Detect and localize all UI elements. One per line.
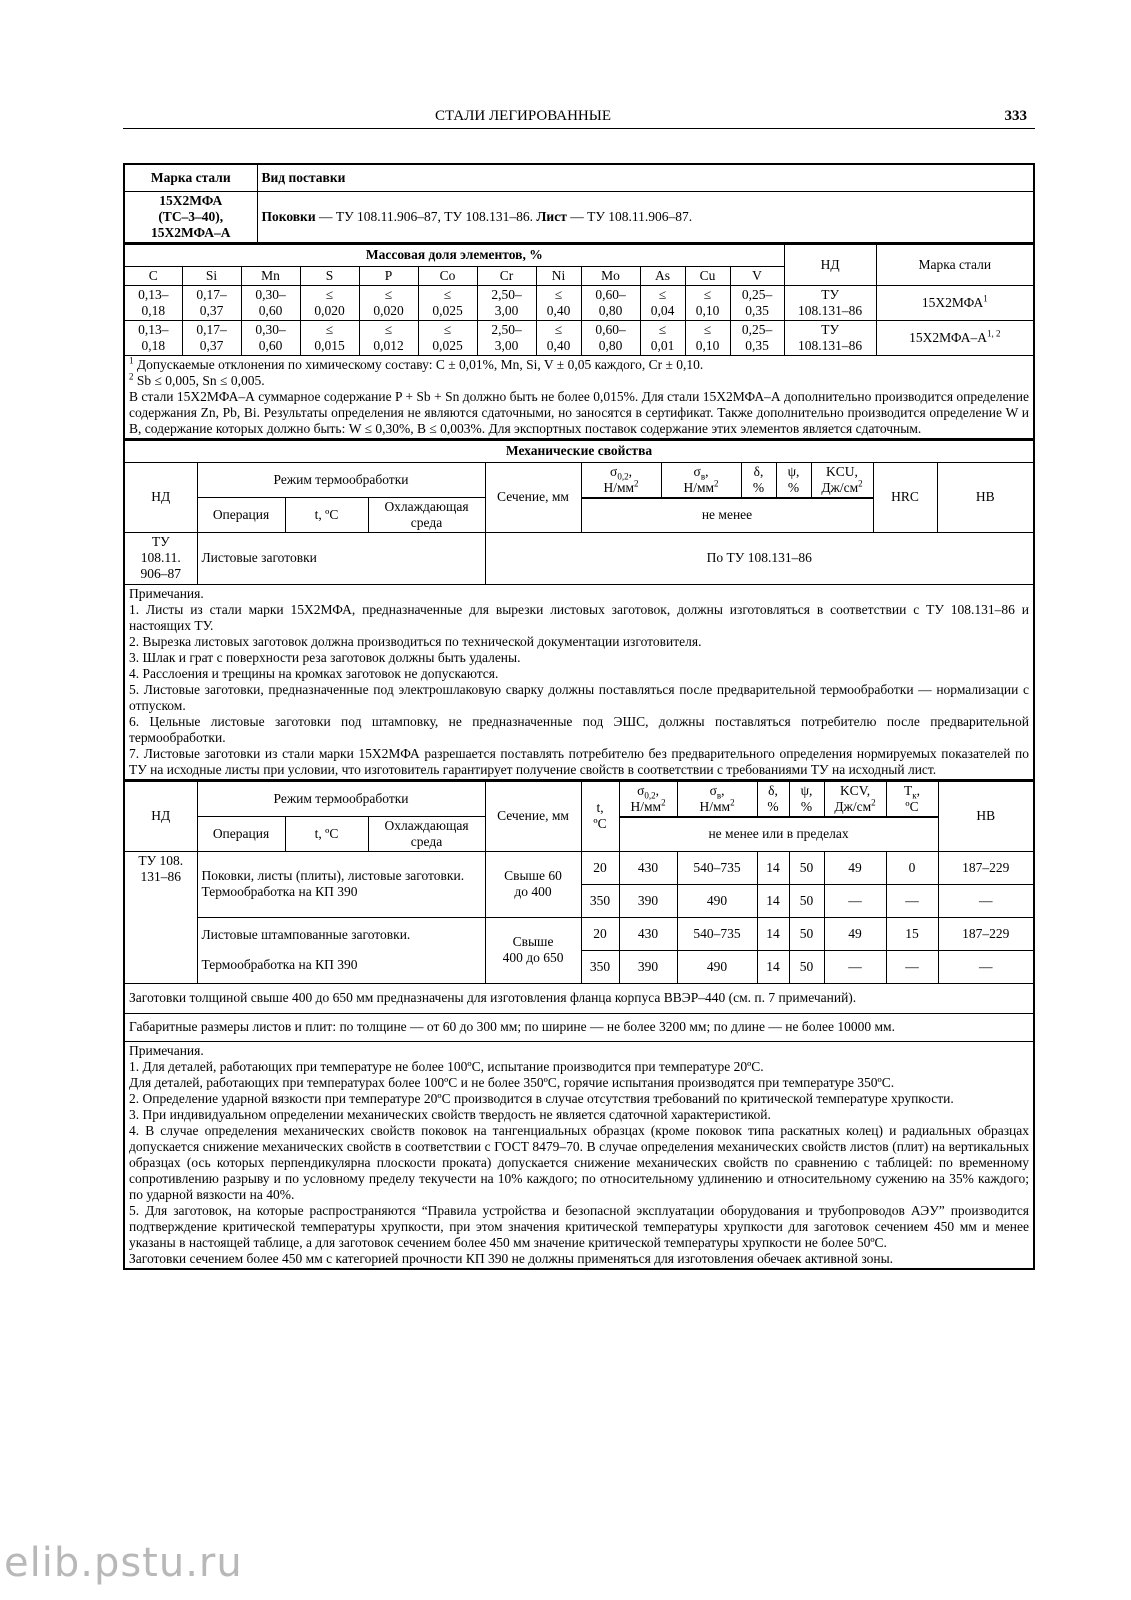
composition-cell: 2,50– 3,00	[477, 285, 536, 320]
mech-row-nd: ТУ 108.11. 906–87	[124, 532, 197, 584]
composition-cell: ≤ 0,10	[685, 285, 730, 320]
mech2-value-cell: —	[938, 884, 1034, 917]
composition-cell: 0,25– 0,35	[730, 320, 784, 355]
composition-cell: ≤ 0,020	[300, 285, 359, 320]
composition-cell: 0,30– 0,60	[241, 285, 300, 320]
mech2-value-cell: 49	[824, 917, 886, 950]
mech-delta-header: δ, %	[741, 462, 776, 497]
composition-cell: 0,17– 0,37	[182, 320, 241, 355]
notes-1-item: 5. Листовые заготовки, предназначенные под электрошлаковую сварку должны поставляться после предварительной термообработки — нормализации с отпуском.	[129, 681, 1029, 713]
notes-2-item: Для деталей, работающих при температурах более 100ºС и не более 350ºС, горячие испытания производятся при температуре 350ºС.	[129, 1074, 895, 1090]
notes-2-item: 1. Для деталей, работающих при температуре не более 100ºС, испытание производится при температуре 20ºС.	[129, 1058, 764, 1074]
composition-cell: ≤ 0,01	[640, 320, 685, 355]
composition-cell: ≤ 0,015	[300, 320, 359, 355]
mech2-value-cell: 490	[677, 884, 757, 917]
mech-row-operation: Листовые заготовки	[197, 532, 485, 584]
mech2-cooling-header: Охлаждающая среда	[368, 816, 485, 851]
composition-cell: ≤ 0,020	[359, 285, 418, 320]
mech2-value-cell: 50	[789, 884, 824, 917]
notes-1-item: 7. Листовые заготовки из стали марки 15Х2МФА разрешается поставлять потребителю без предварительного определения нормируемых показателей по ТУ на исходные листы при условии, что изготовитель гарантирует получение свойств в соответствии с требованиями ТУ на исходный лист.	[129, 745, 1029, 777]
element-header: Mn	[241, 266, 300, 285]
composition-cell: 0,60– 0,80	[581, 320, 640, 355]
composition-row	[124, 320, 1034, 355]
composition-note: В стали 15Х2МФА–А суммарное содержание P + Sb + Sn должно быть не более 0,015%. Для стали 15Х2МФА–А дополнительно производится определение содержания Zn, Pb, Bi. Результаты определения не являются сдаточными, но заносятся в сертификат. Также дополнительно производится определение W и B, содержание которых должно быть: W ≤ 0,30%, B ≤ 0,003%. Для экспортных поставок содержание этих элементов является сдаточным.	[129, 388, 1029, 436]
grade-label: Марка стали	[124, 164, 257, 191]
element-header: As	[640, 266, 685, 285]
mech2-value-cell: 540–735	[677, 851, 757, 884]
supply-sheet-spec: — ТУ 108.11.906–87.	[566, 208, 693, 224]
mech-sigma02-header: $\sigma_{0,2}$, $Н/мм^2$	[581, 462, 661, 497]
composition-cell: 0,60– 0,80	[581, 285, 640, 320]
composition-title: Массовая доля элементов, %	[124, 244, 784, 266]
mech-psi-header: ψ, %	[776, 462, 811, 497]
notes-2-title: Примечания.	[129, 1042, 204, 1058]
notes-1-item: 1. Листы из стали марки 15Х2МФА, предназначенные для вырезки листовых заготовок, должны изготовляться в соответствии с ТУ 108.131–86 и настоящих ТУ.	[129, 601, 1029, 633]
composition-nd-header: НД	[784, 244, 876, 285]
mech2-value-cell: 540–735	[677, 917, 757, 950]
supply-forgings: Поковки	[261, 208, 316, 224]
mech2-value-cell: 350	[581, 884, 619, 917]
composition-cell: 0,13– 0,18	[124, 320, 182, 355]
mech2-value-cell: 14	[757, 917, 789, 950]
mech-operation-header: Операция	[197, 497, 285, 532]
mech2-value-cell: 50	[789, 917, 824, 950]
mech-cooling-header: Охлаждающая среда	[368, 497, 485, 532]
grade-name-3: 15Х2МФА–А	[150, 224, 231, 240]
mech2-nd-header: НД	[124, 781, 197, 851]
grade-name-1: 15Х2МФА	[159, 192, 223, 208]
mech2-hb-header: HB	[938, 781, 1034, 851]
composition-cell: ≤ 0,012	[359, 320, 418, 355]
mech2-info-2: Габаритные размеры листов и плит: по толщине — от 60 до 300 мм; по ширине — не более 3200 мм; по длине — не более 10000 мм.	[124, 1013, 1034, 1041]
composition-cell: ≤ 0,04	[640, 285, 685, 320]
composition-grade-header: Марка стали	[876, 244, 1034, 285]
mech2-data-row	[124, 917, 1034, 950]
mech2-data-row	[124, 851, 1034, 884]
mech-title: Механические свойства	[124, 440, 1034, 462]
supply-text	[257, 191, 1034, 243]
mech-not-less: не менее	[581, 498, 873, 532]
mech-nd-header: НД	[124, 462, 197, 532]
mech2-value-cell: 14	[757, 950, 789, 983]
grade-supply-table	[123, 163, 1035, 244]
mech-section-header: Сечение, мм	[485, 462, 581, 532]
composition-cell: ≤ 0,025	[418, 285, 477, 320]
element-header: S	[300, 266, 359, 285]
steel-datasheet	[123, 163, 1035, 1270]
mech-regime-header: Режим термообработки	[197, 462, 485, 497]
mech-sigmav-header: $\sigma_в$, $Н/мм^2$	[661, 462, 741, 497]
composition-cell: 0,17– 0,37	[182, 285, 241, 320]
notes-1-item: 2. Вырезка листовых заготовок должна производиться по технической документации изготовителя.	[129, 633, 702, 649]
composition-cell: ≤ 0,10	[685, 320, 730, 355]
mech2-value-cell: —	[938, 950, 1034, 983]
mech2-group2-section: Свыше 400 до 650	[485, 917, 581, 983]
mech2-value-cell: 187–229	[938, 851, 1034, 884]
mech2-value-cell: 350	[581, 950, 619, 983]
composition-cell: ≤ 0,025	[418, 320, 477, 355]
composition-notes	[124, 355, 1034, 439]
mech2-info-1: Заготовки толщиной свыше 400 до 650 мм предназначены для изготовления фланца корпуса ВВЭР–440 (см. п. 7 примечаний).	[124, 983, 1034, 1013]
composition-cell: ≤ 0,40	[536, 285, 581, 320]
mech-properties-table-1	[123, 440, 1035, 781]
supply-forgings-spec: — ТУ 108.11.906–87, ТУ 108.131–86.	[315, 208, 537, 224]
mech2-group1-operation: Поковки, листы (плиты), листовые заготовки. Термообработка на КП 390	[197, 851, 485, 917]
mech2-value-cell: 14	[757, 884, 789, 917]
mech2-value-cell: —	[824, 884, 886, 917]
notes-2-item: 4. В случае определения механических свойств поковок на тангенциальных образцах (кроме поковок типа раскатных колец) и радиальных образцах допускается снижение механических свойств в соответствии с ГОСТ 8479–70. В случае определения механических свойств листов (плит) на вертикальных образцах (ось которых перпендикулярна плоскости проката) допускается снижение механических свойств по сравнению с таблицей: по временному сопротивлению разрыву и по условному пределу текучести на 10% каждого; по относительному удлинению и относительному сужению на 35% каждого; по ударной вязкости на 40%.	[129, 1122, 1029, 1202]
mech2-value-cell: 390	[619, 884, 677, 917]
mech2-sigmav-header: $\sigma_в$, $Н/мм^2$	[677, 781, 757, 816]
composition-grade: 15Х2МФА$^1$	[876, 285, 1034, 320]
composition-nd: ТУ 108.131–86	[784, 285, 876, 320]
composition-cell: 0,25– 0,35	[730, 285, 784, 320]
notes-1-item: 3. Шлак и грат с поверхности реза заготовок должны быть удалены.	[129, 649, 521, 665]
supply-label: Вид поставки	[257, 164, 1034, 191]
mech2-value-cell: —	[886, 950, 938, 983]
composition-cell: 2,50– 3,00	[477, 320, 536, 355]
mech2-value-cell: 430	[619, 851, 677, 884]
mech2-temp-header: t, ºС	[285, 816, 368, 851]
mech2-value-cell: 0	[886, 851, 938, 884]
mech2-value-cell: 50	[789, 950, 824, 983]
notes-2-item: 2. Определение ударной вязкости при температуре 20ºС производится в случае отсутствия требований по критической температуре хрупкости.	[129, 1090, 954, 1106]
mech2-value-cell: 15	[886, 917, 938, 950]
mech2-tk-header: $T_к$, ºС	[886, 781, 938, 816]
mech2-value-cell: —	[886, 884, 938, 917]
mech-hb-header: HB	[937, 462, 1034, 532]
composition-table	[123, 244, 1035, 440]
mech2-t-header: t, ºС	[581, 781, 619, 851]
mech2-value-cell: 490	[677, 950, 757, 983]
mech2-operation-header: Операция	[197, 816, 285, 851]
notes-2-item: 3. При индивидуальном определении механических свойств твердость не является сдаточной характеристикой.	[129, 1106, 771, 1122]
notes-1-item: 6. Цельные листовые заготовки под штамповку, не предназначенные под ЭШС, должны поставляться потребителю после предварительной термообработки.	[129, 713, 1029, 745]
mech2-regime-header: Режим термообработки	[197, 781, 485, 816]
mech2-value-cell: 50	[789, 851, 824, 884]
notes-1-title: Примечания.	[129, 585, 204, 601]
mech2-sigma02-header: $\sigma_{0,2}$, $Н/мм^2$	[619, 781, 677, 816]
footnote-2: $^2$ Sb ≤ 0,005, Sn ≤ 0,005.	[129, 371, 265, 388]
mech2-value-cell: 14	[757, 851, 789, 884]
mech-row-reference: По ТУ 108.131–86	[485, 532, 1034, 584]
mech2-limits: не менее или в пределах	[619, 817, 938, 851]
mech-properties-table-2	[123, 781, 1035, 1270]
watermark: elib.pstu.ru	[4, 1540, 243, 1586]
notes-2-item: 5. Для заготовок, на которые распространяются “Правила устройства и безопасной эксплуатации оборудования и трубопроводов АЭУ” производится подтверждение критической температуры хрупкости, при этом значения критической температуры хрупкости для заготовок сечением 450 мм и менее указаны в настоящей таблице, а для заготовок сечением более 450 мм значение критической температуры хрупкости не более 50ºС.	[129, 1202, 1029, 1250]
composition-cell: ≤ 0,40	[536, 320, 581, 355]
element-header: C	[124, 266, 182, 285]
notes-2-item: Заготовки сечением более 450 мм с категорией прочности КП 390 не должны применяться для изготовления обечаек активной зоны.	[129, 1250, 894, 1266]
mech-temp-header: t, ºС	[285, 497, 368, 532]
page-number: 333	[1004, 108, 1027, 124]
element-header: V	[730, 266, 784, 285]
grade-names	[124, 191, 257, 243]
mech2-value-cell: —	[824, 950, 886, 983]
element-header: P	[359, 266, 418, 285]
mech-kcu-header: KCU, $Дж/см^2$	[811, 462, 873, 497]
element-header: Cr	[477, 266, 536, 285]
mech2-section-header: Сечение, мм	[485, 781, 581, 851]
mech2-value-cell: 20	[581, 851, 619, 884]
mech2-value-cell: 187–229	[938, 917, 1034, 950]
notes-1	[124, 584, 1034, 780]
mech2-delta-header: δ, %	[757, 781, 789, 816]
mech2-group2-operation: Листовые штампованные заготовки. Термообработка на КП 390	[197, 917, 485, 983]
mech2-psi-header: ψ, %	[789, 781, 824, 816]
mech2-kcv-header: KCV, $Дж/см^2$	[824, 781, 886, 816]
running-header	[123, 106, 1035, 129]
composition-cell: 0,13– 0,18	[124, 285, 182, 320]
notes-2	[124, 1041, 1034, 1269]
mech2-value-cell: 49	[824, 851, 886, 884]
composition-grade: $15Х2МФА-А^{1, 2}$	[876, 320, 1034, 355]
composition-cell: 0,30– 0,60	[241, 320, 300, 355]
mech2-group1-section: Свыше 60 до 400	[485, 851, 581, 917]
element-header: Ni	[536, 266, 581, 285]
mech-hrc-header: HRC	[873, 462, 937, 532]
footnote-1: $^1$ Допускаемые отклонения по химическому составу: C ± 0,01%, Mn, Si, V ± 0,05 каждого, Cr ± 0,10.	[129, 355, 704, 372]
composition-row	[124, 285, 1034, 320]
element-header: Co	[418, 266, 477, 285]
grade-name-2: (ТС–3–40),	[158, 208, 224, 224]
notes-1-item: 4. Расслоения и трещины на кромках заготовок не допускаются.	[129, 665, 499, 681]
supply-sheet: Лист	[536, 208, 567, 224]
element-header: Si	[182, 266, 241, 285]
mech2-value-cell: 430	[619, 917, 677, 950]
composition-nd: ТУ 108.131–86	[784, 320, 876, 355]
mech2-value-cell: 20	[581, 917, 619, 950]
running-title: СТАЛИ ЛЕГИРОВАННЫЕ	[434, 108, 611, 124]
element-header: Cu	[685, 266, 730, 285]
mech2-row-nd: ТУ 108. 131–86	[124, 851, 197, 983]
mech2-value-cell: 390	[619, 950, 677, 983]
element-header: Mo	[581, 266, 640, 285]
